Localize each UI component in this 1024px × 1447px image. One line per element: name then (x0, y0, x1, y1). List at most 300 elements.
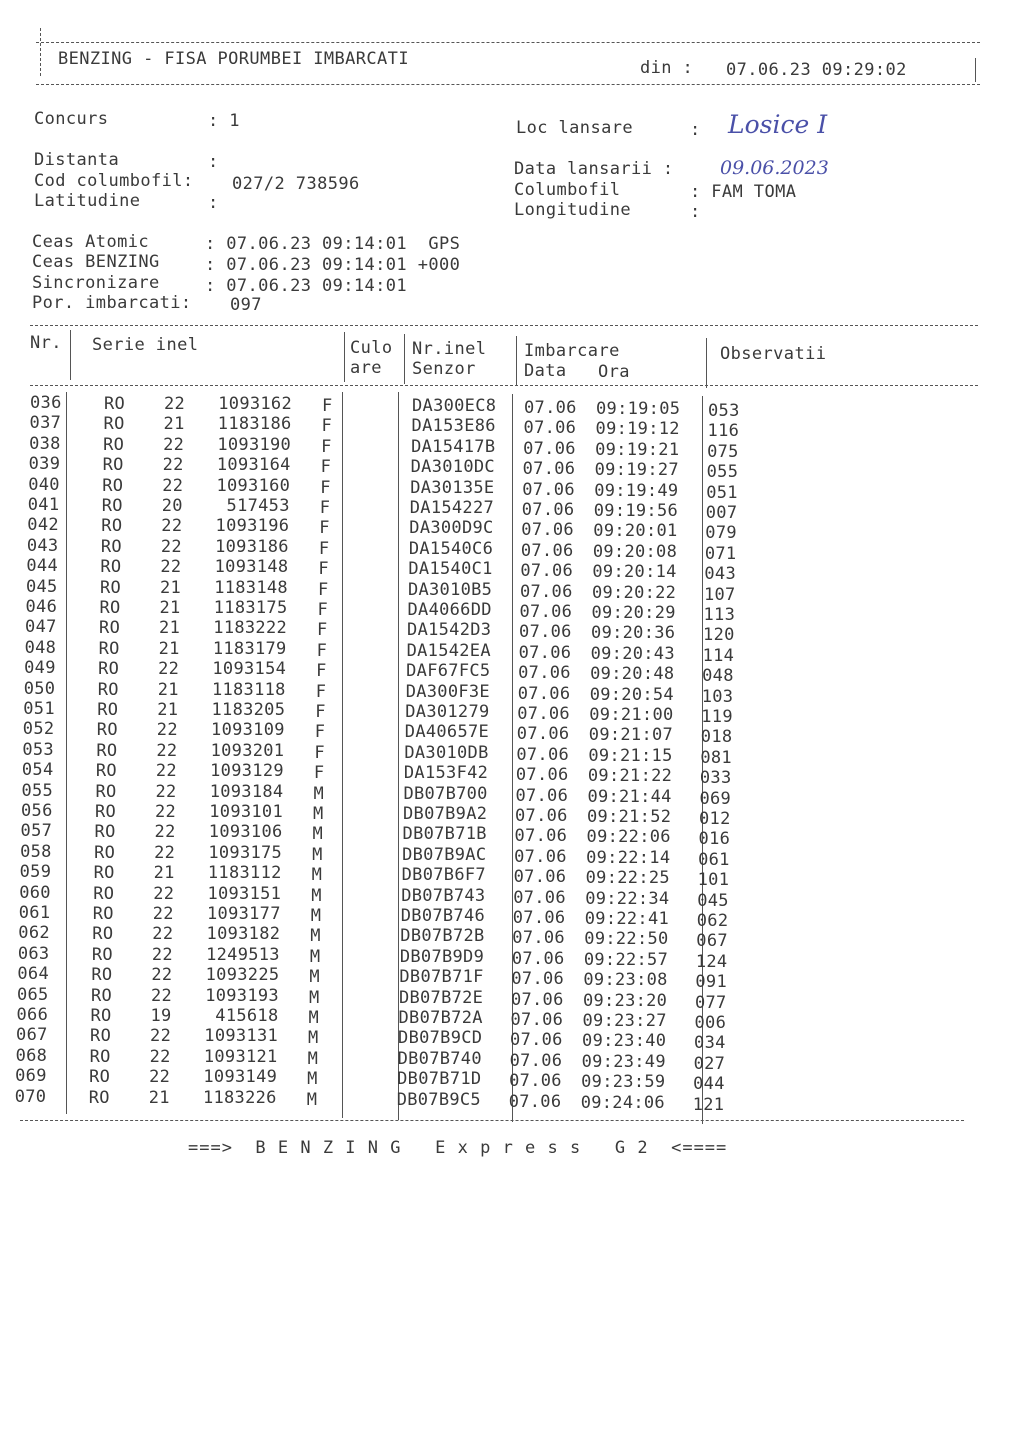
cell-ring: 1183148 (214, 577, 288, 598)
cell-time: 09:22:34 (585, 888, 670, 909)
cell-sex: F (317, 579, 329, 600)
cell-sex: F (315, 702, 326, 722)
header-bottom-border (36, 84, 980, 85)
cell-observatii: 055 (706, 462, 739, 483)
table-row (0, 964, 1024, 993)
longitudine-value: : (690, 202, 701, 222)
cell-country: RO (91, 965, 113, 986)
cell-date: 07.06 (515, 765, 569, 786)
cell-country: RO (90, 985, 113, 1006)
cell-observatii: 116 (707, 421, 740, 442)
cell-ring: 1093182 (206, 924, 281, 945)
table-row (0, 474, 1024, 503)
cell-sensor: DA300EC8 (412, 396, 497, 416)
cell-country: RO (103, 434, 125, 455)
cell-year: 22 (152, 904, 174, 924)
cell-year: 22 (152, 924, 174, 945)
cell-ring: 1093162 (218, 394, 292, 414)
table-row (0, 556, 1024, 585)
cell-sensor: DA40657E (404, 722, 490, 743)
cell-observatii: 007 (705, 503, 738, 523)
cell-date: 07.06 (512, 928, 565, 949)
cell-observatii: 043 (704, 564, 736, 585)
cell-year: 22 (156, 740, 178, 761)
cell-ring: 1183179 (212, 638, 287, 659)
cell-year: 22 (155, 761, 177, 782)
concurs-value: : 1 (208, 111, 240, 131)
table-row (0, 903, 1024, 931)
cell-sex: M (312, 824, 324, 845)
column-header-culoare-1: Culo (350, 338, 393, 358)
cell-sensor: DA3010B5 (407, 579, 493, 600)
cell-sensor: DA4066DD (407, 600, 492, 620)
cell-sensor: DB07B740 (397, 1048, 482, 1069)
cell-sensor: DA30135E (410, 477, 495, 498)
col-sep-culo-header (404, 334, 405, 384)
cell-country: RO (92, 904, 114, 924)
cell-date: 07.06 (521, 520, 574, 541)
cell-year: 22 (161, 516, 183, 537)
cell-country: RO (98, 638, 120, 659)
cell-sensor: DA1540C6 (408, 538, 494, 559)
cell-ring: 1183112 (207, 863, 282, 884)
cell-sensor: DB07B9A2 (403, 804, 488, 824)
cell-time: 09:21:22 (587, 766, 673, 787)
column-header-imbarcare: Imbarcare (524, 341, 620, 361)
cell-time: 09:21:00 (589, 705, 674, 725)
cell-year: 21 (157, 679, 179, 700)
table-row (0, 841, 1024, 870)
document-title: BENZING - FISA PORUMBEI IMBARCATI (58, 49, 409, 69)
table-row (0, 535, 1024, 564)
cell-year: 22 (153, 883, 175, 904)
cell-time: 09:20:29 (591, 603, 676, 623)
cell-observatii: 113 (703, 605, 736, 625)
cell-country: RO (90, 1026, 112, 1047)
cell-time: 09:22:50 (584, 929, 669, 950)
cell-date: 07.06 (515, 785, 569, 806)
cell-year: 22 (155, 781, 177, 802)
cell-time: 09:20:01 (593, 521, 678, 542)
cell-observatii: 044 (693, 1074, 725, 1095)
cell-time: 09:22:25 (585, 868, 670, 889)
cell-date: 07.06 (518, 642, 572, 663)
cell-sensor: DA301279 (405, 702, 490, 722)
cell-country: RO (102, 455, 124, 476)
cell-ring: 1093196 (215, 516, 290, 537)
table-row (0, 1025, 1024, 1054)
cell-sensor: DB07B72B (400, 926, 485, 947)
cell-country: RO (99, 577, 122, 598)
cell-observatii: 079 (705, 523, 737, 544)
data-lansarii-handwritten: 09.06.2023 (720, 157, 829, 179)
cell-time: 09:21:15 (588, 745, 673, 766)
cell-country: RO (89, 1067, 111, 1088)
cell-observatii: 121 (692, 1094, 725, 1115)
cell-ring: 415618 (215, 1006, 279, 1026)
cell-observatii: 091 (695, 972, 727, 993)
cell-date: 07.06 (510, 989, 564, 1010)
cell-ring: 1093148 (214, 557, 289, 578)
table-row (0, 801, 1024, 829)
cell-date: 07.06 (517, 683, 571, 704)
cell-nr: 056 (21, 801, 53, 821)
cell-date: 07.06 (515, 806, 568, 826)
cell-ring: 1093190 (217, 434, 292, 455)
cod-columbofil-value: 027/2 738596 (232, 174, 360, 194)
cell-sensor: DB07B9C5 (396, 1089, 481, 1110)
table-row (0, 943, 1024, 972)
cell-date: 07.06 (519, 622, 572, 643)
cell-ring: 1093109 (211, 720, 285, 741)
cell-sex: F (319, 518, 330, 539)
cell-sex: M (313, 804, 324, 824)
cell-ring: 1093131 (204, 1026, 279, 1047)
cell-observatii: 034 (694, 1033, 726, 1054)
cell-time: 09:20:43 (590, 643, 675, 664)
cell-time: 09:19:27 (594, 460, 679, 481)
data-lansarii-label: Data lansarii : (514, 159, 674, 179)
cell-sensor: DB07B9CD (398, 1028, 483, 1049)
cell-sensor: DB07B71F (399, 967, 484, 988)
cell-observatii: 062 (696, 911, 729, 931)
cell-country: RO (96, 720, 118, 741)
cell-country: RO (92, 924, 114, 945)
cell-sex: M (309, 946, 321, 967)
table-row (0, 678, 1024, 707)
cell-sex: M (310, 926, 321, 947)
cell-nr: 068 (15, 1045, 48, 1066)
cell-year: 22 (160, 557, 182, 578)
cell-year: 21 (159, 618, 181, 639)
cell-year: 19 (150, 1006, 172, 1026)
table-row (0, 637, 1024, 666)
table-row (0, 699, 1024, 727)
cell-nr: 061 (18, 903, 51, 923)
cell-observatii: 124 (695, 951, 728, 972)
cell-country: RO (91, 944, 113, 965)
cell-observatii: 012 (699, 809, 731, 829)
table-row (0, 1045, 1024, 1074)
cell-sex: M (308, 1008, 320, 1028)
cell-sex: M (307, 1069, 318, 1090)
cell-date: 07.06 (509, 1050, 563, 1071)
cell-observatii: 101 (697, 870, 730, 891)
cell-country: RO (96, 740, 118, 761)
cell-observatii: 069 (699, 788, 732, 809)
table-row (0, 1005, 1024, 1033)
cell-time: 09:23:59 (581, 1072, 666, 1093)
cell-date: 07.06 (518, 663, 571, 684)
cell-observatii: 053 (708, 401, 740, 421)
cell-country: RO (99, 618, 121, 639)
cell-ring: 1093149 (203, 1067, 278, 1088)
cell-date: 07.06 (511, 969, 565, 990)
cell-date: 07.06 (522, 459, 576, 480)
cell-nr: 053 (22, 739, 54, 760)
cell-sensor: DA1542D3 (407, 620, 492, 641)
cell-sex: F (314, 722, 326, 743)
loc-lansare-sep: : (690, 120, 701, 140)
cell-observatii: 033 (699, 768, 732, 789)
cell-country: RO (95, 781, 117, 802)
cell-ring: 1093151 (207, 883, 282, 904)
cell-sex: F (320, 457, 332, 478)
cell-year: 21 (158, 638, 180, 659)
cell-sex: F (321, 436, 332, 457)
header-left-border (40, 28, 41, 76)
cell-nr: 038 (29, 433, 61, 454)
cell-country: RO (103, 414, 125, 435)
table-row (0, 923, 1024, 952)
cell-observatii: 067 (696, 931, 728, 952)
cell-date: 07.06 (517, 704, 570, 724)
col-sep-serie-header (344, 332, 345, 382)
table-bottom-rule (20, 1120, 964, 1121)
table-row (0, 454, 1024, 483)
cell-date: 07.06 (514, 826, 568, 847)
table-row (0, 617, 1024, 646)
cell-observatii: 114 (702, 645, 735, 666)
cell-nr: 049 (24, 658, 56, 679)
column-header-serie-inel: Serie inel (92, 335, 199, 355)
cell-nr: 069 (15, 1066, 47, 1087)
cell-nr: 048 (24, 637, 57, 658)
cell-sensor: DA15417B (411, 436, 496, 457)
cell-country: RO (94, 822, 116, 843)
cell-sensor: DA1542EA (406, 640, 491, 661)
cell-country: RO (99, 598, 121, 618)
cell-sex: F (318, 559, 329, 580)
cell-year: 21 (148, 1087, 170, 1108)
cell-ring: 1183175 (213, 598, 288, 618)
cell-time: 09:20:22 (591, 582, 677, 603)
cell-year: 21 (163, 414, 185, 435)
cell-observatii: 075 (707, 441, 739, 462)
cell-observatii: 120 (703, 625, 735, 646)
cell-date: 07.06 (520, 540, 574, 561)
cell-sex: F (319, 498, 331, 518)
cell-time: 09:19:49 (594, 480, 679, 501)
table-row (0, 576, 1024, 605)
cell-country: RO (97, 679, 119, 700)
sincronizare-label: Sincronizare (32, 273, 160, 293)
cell-time: 09:21:44 (587, 786, 672, 807)
column-header-nr: Nr. (30, 333, 62, 353)
cell-sex: F (321, 416, 333, 437)
cell-sex: M (309, 967, 320, 988)
cell-time: 09:23:20 (582, 990, 668, 1011)
cell-date: 07.06 (519, 602, 573, 622)
cell-time: 09:24:06 (580, 1092, 665, 1113)
ceas-atomic-value: : 07.06.23 09:14:01 GPS (205, 234, 461, 254)
columbofil-value: : FAM TOMA (690, 182, 797, 202)
cell-sex: M (310, 906, 322, 926)
cell-sensor: DA3010DB (404, 742, 489, 763)
cell-time: 09:19:21 (595, 439, 680, 460)
latitudine-label: Latitudine (34, 191, 141, 211)
cell-observatii: 045 (697, 890, 729, 911)
cell-sensor: DA300F3E (405, 681, 490, 702)
cell-ring: 1183205 (211, 700, 286, 720)
cell-sex: F (317, 620, 328, 641)
cell-time: 09:23:40 (582, 1031, 667, 1052)
column-header-data: Data (524, 361, 567, 381)
longitudine-label: Longitudine (514, 200, 631, 220)
cell-year: 22 (162, 455, 184, 476)
cell-year: 22 (156, 720, 178, 741)
cell-observatii: 107 (703, 584, 736, 605)
cell-time: 09:19:05 (596, 399, 681, 419)
column-header-senzor: Senzor (412, 359, 476, 379)
header-right-border (975, 58, 976, 82)
cell-year: 22 (155, 802, 177, 822)
cell-date: 07.06 (522, 479, 575, 500)
columbofil-label: Columbofil (514, 180, 621, 200)
cell-time: 09:23:27 (582, 1011, 667, 1031)
cell-time: 09:21:52 (587, 807, 672, 827)
cell-country: RO (98, 659, 120, 680)
cell-sensor: DA300D9C (409, 518, 494, 539)
cell-time: 09:20:36 (591, 623, 676, 644)
cell-observatii: 018 (700, 727, 733, 748)
cell-nr: 062 (18, 923, 50, 944)
cell-nr: 064 (17, 964, 49, 985)
cell-date: 07.06 (516, 744, 570, 765)
cell-nr: 063 (17, 943, 50, 964)
cell-country: RO (101, 516, 123, 537)
cell-country: RO (101, 496, 123, 516)
table-header-bottom-rule (30, 385, 978, 386)
cell-country: RO (97, 700, 119, 720)
concurs-label: Concurs (34, 109, 109, 129)
cell-nr: 070 (14, 1086, 47, 1107)
cell-date: 07.06 (513, 867, 567, 888)
cell-year: 22 (162, 475, 184, 496)
cell-nr: 051 (23, 699, 55, 719)
cell-sex: M (307, 1048, 319, 1069)
cell-country: RO (95, 802, 117, 822)
sincronizare-value: : 07.06.23 09:14:01 (205, 276, 408, 296)
cell-sex: F (320, 477, 331, 498)
table-row (0, 760, 1024, 789)
cell-ring: 1093177 (207, 904, 281, 924)
cell-sex: M (312, 844, 323, 865)
cell-ring: 1093106 (208, 822, 283, 843)
cell-country: RO (88, 1087, 110, 1108)
footer-brand: ===> B E N Z I N G E x p r e s s G 2 <==== (188, 1138, 728, 1158)
cell-observatii: 103 (701, 686, 734, 707)
latitudine-value: : (208, 193, 219, 213)
cell-nr: 045 (25, 576, 58, 597)
cell-year: 22 (149, 1046, 171, 1067)
cell-ring: 1093154 (212, 659, 287, 680)
cell-time: 09:19:56 (593, 501, 679, 521)
cell-ring: 517453 (226, 496, 290, 516)
cell-nr: 050 (23, 678, 56, 699)
cell-date: 07.06 (510, 1010, 564, 1030)
cell-date: 07.06 (521, 500, 575, 520)
table-row (0, 495, 1024, 523)
cell-nr: 036 (30, 393, 62, 413)
cell-country: RO (94, 842, 116, 863)
cell-year: 21 (159, 577, 182, 598)
din-value: 07.06.23 09:29:02 (726, 60, 907, 80)
cell-country: RO (89, 1046, 111, 1067)
cell-time: 09:21:07 (588, 725, 674, 746)
cell-nr: 057 (20, 821, 53, 842)
cell-date: 07.06 (514, 846, 567, 867)
cell-year: 22 (164, 394, 186, 414)
cell-year: 22 (150, 1026, 172, 1047)
cell-date: 07.06 (508, 1091, 562, 1112)
cell-nr: 052 (22, 719, 55, 740)
table-row (0, 1066, 1024, 1095)
table-row (0, 739, 1024, 768)
cell-nr: 054 (21, 760, 54, 781)
table-row (0, 1086, 1024, 1115)
col-sep-nrinel-header (516, 336, 517, 386)
cell-year: 22 (163, 434, 185, 455)
cell-sex: F (317, 600, 329, 620)
cell-date: 07.06 (512, 908, 566, 928)
cell-ring: 1093201 (210, 740, 285, 761)
cell-nr: 040 (28, 474, 60, 495)
cell-nr: 047 (25, 617, 57, 638)
column-header-observatii: Observatii (720, 344, 827, 364)
cell-date: 07.06 (510, 1030, 563, 1051)
cell-sex: F (315, 681, 327, 702)
table-row (0, 821, 1024, 850)
cell-year: 22 (149, 1067, 171, 1088)
cell-ring: 1093129 (210, 761, 284, 782)
cell-nr: 042 (27, 515, 59, 536)
cell-year: 22 (160, 536, 182, 557)
cell-year: 22 (151, 944, 173, 965)
cell-ring: 1093160 (216, 475, 291, 496)
col-sep-nr-header (70, 330, 71, 380)
cell-sensor: DA3010DC (410, 457, 495, 478)
distanta-label: Distanta (34, 150, 120, 170)
table-row (0, 433, 1024, 462)
cell-time: 09:20:08 (592, 541, 678, 562)
column-header-nr-inel: Nr.inel (412, 339, 487, 359)
cell-ring: 1183186 (217, 414, 292, 435)
table-row (0, 393, 1024, 421)
cell-country: RO (93, 883, 115, 904)
cell-observatii: 077 (694, 992, 727, 1013)
cell-country: RO (102, 475, 124, 496)
cell-time: 09:23:08 (583, 970, 668, 991)
cell-nr: 065 (16, 984, 49, 1005)
cell-year: 20 (161, 496, 183, 516)
cell-sensor: DB07B746 (400, 906, 486, 926)
cell-observatii: 081 (700, 747, 732, 768)
cell-ring: 1093225 (205, 965, 280, 986)
table-row (0, 984, 1024, 1013)
cell-nr: 059 (19, 862, 52, 883)
cell-date: 07.06 (519, 581, 573, 602)
ceas-benzing-value: : 07.06.23 09:14:01 +000 (205, 255, 461, 275)
cell-nr: 067 (16, 1025, 48, 1046)
table-row (0, 719, 1024, 748)
cell-country: RO (95, 761, 117, 782)
header-top-border (36, 42, 980, 43)
cell-sensor: DA153E86 (411, 416, 496, 437)
cell-year: 21 (159, 598, 181, 618)
cell-sensor: DA153F42 (403, 763, 489, 784)
cell-nr: 039 (28, 454, 61, 475)
